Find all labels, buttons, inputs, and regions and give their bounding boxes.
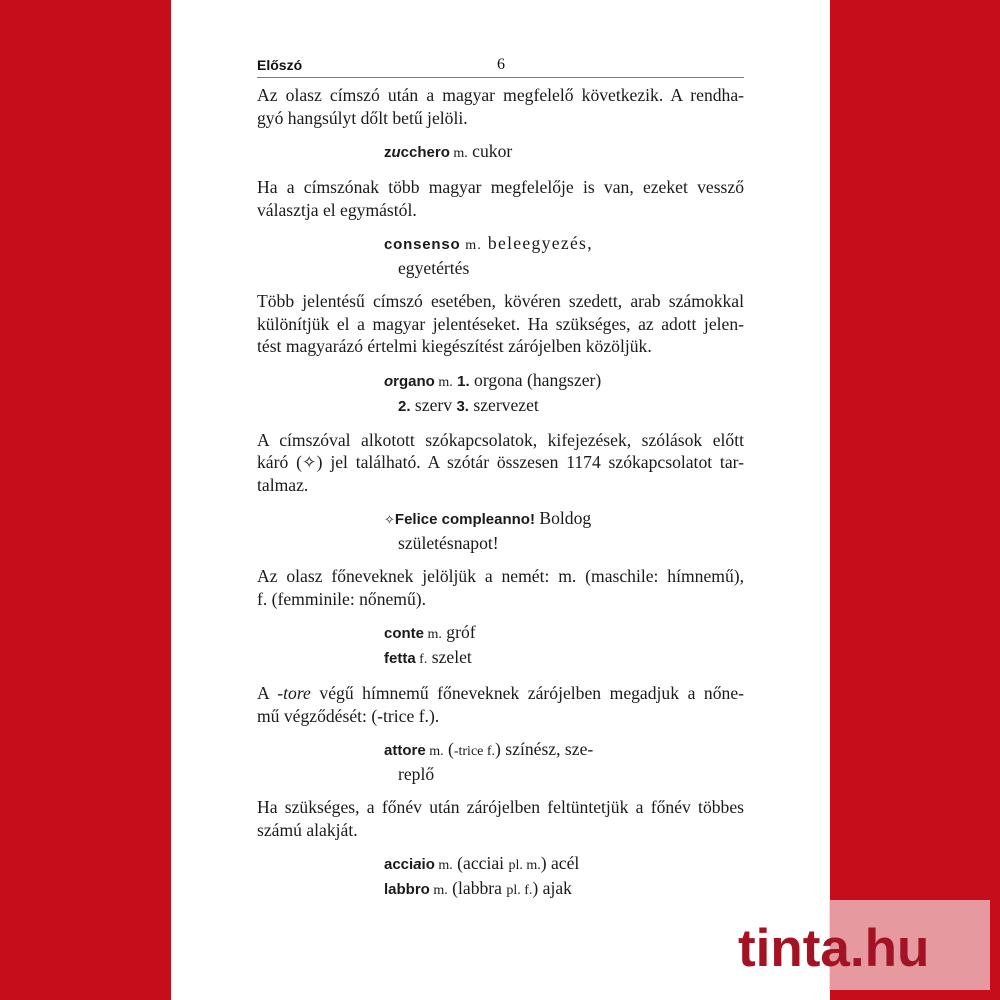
example-organo <box>384 369 744 418</box>
headword: consenso <box>384 236 461 253</box>
page-header <box>257 57 744 78</box>
example-zucchero <box>384 140 744 165</box>
plural-label: pl. m. <box>508 858 541 873</box>
watermark-logo: tinta.hu <box>738 919 930 978</box>
translation: beleegyezés, <box>482 233 593 253</box>
text-line: mű végződését: (-trice f.). <box>257 705 440 726</box>
sense-number: 1. <box>457 372 470 390</box>
text-line: választja el egymástól. <box>257 199 417 220</box>
text-line: gyó hangsúlyt dőlt betű jelöli. <box>257 107 468 128</box>
text-line: tést magyarázó értelmi kiegészítést zárójelben közöljük. <box>257 336 652 356</box>
gender-label: m. <box>449 146 468 161</box>
paragraph-feminine <box>257 682 744 727</box>
phrase-headword: Felice compleanno! <box>394 511 535 528</box>
example-line <box>384 646 744 671</box>
section-title: Előszó <box>257 57 303 73</box>
stress-mark: a <box>413 856 422 873</box>
text-line: Több jelentésű címszó esetében, kövéren szedett, arab számokkal <box>257 291 744 311</box>
text-line: A címszóval alkotott szókapcsolatok, kifejezések, szólások előtt <box>257 429 744 450</box>
text-line: Ha a címszónak több magyar megfelelője is van, ezeket vessző <box>257 177 744 197</box>
headword: acciaio <box>384 856 435 873</box>
example-line: attore m. (-trice f.) színész, sze- <box>384 739 594 759</box>
diamond-icon: ✧ <box>384 513 395 528</box>
sense-number: 2. <box>398 397 411 415</box>
example-line <box>384 140 744 165</box>
gender-label: m. <box>460 238 483 253</box>
gender-label: m. <box>434 858 453 873</box>
example-plural <box>384 852 744 902</box>
paragraph-stress <box>257 84 744 129</box>
example-line <box>384 369 744 394</box>
text-line: különítjük el a magyar jelentéseket. Ha szükséges, az adott jelen- <box>257 313 744 334</box>
example-line: egyetértés <box>398 258 470 278</box>
example-attore <box>384 738 744 785</box>
example-felice <box>384 507 744 554</box>
text-line: Ha szükséges, a főnév után zárójelben feltüntetjük a főnév többes <box>257 797 744 817</box>
translation: szerv <box>410 394 457 415</box>
text-line: káró (✧) jel található. A szótár összesen 1174 szókapcsolatot tar- <box>257 452 744 472</box>
headword: zucchero <box>384 144 450 161</box>
gender-label: m. <box>425 744 444 759</box>
translation: szervezet <box>468 394 539 415</box>
example-line <box>384 621 744 646</box>
text-line: Az olasz címszó után a magyar megfelelő következik. A rendha- <box>257 85 744 105</box>
paragraph-senses <box>257 290 744 358</box>
page-content <box>257 84 744 913</box>
text-line: számú alakját. <box>257 819 358 840</box>
text-line: A -tore végű hímnemű főneveknek zárójelben megadjuk a nőne- <box>257 683 744 703</box>
stress-mark: u <box>391 144 401 161</box>
headword: labbro <box>384 881 430 898</box>
gender-label: m. <box>434 374 453 390</box>
page-number: 6 <box>497 56 505 73</box>
translation: gróf <box>441 622 476 642</box>
plural-label: pl. f. <box>506 883 533 898</box>
translation: cukor <box>467 141 513 161</box>
example-line <box>384 507 744 532</box>
gender-label: m. <box>424 627 442 642</box>
text-line: f. (femminile: nőnemű). <box>257 588 427 609</box>
translation: színész, sze- <box>500 739 594 759</box>
feminine-form: -trice f. <box>453 744 496 759</box>
headword: organo <box>384 372 435 390</box>
translation: orgona (hangszer) <box>469 369 602 390</box>
translation: szelet <box>427 647 472 667</box>
dictionary-page <box>171 0 830 1000</box>
example-gender <box>384 621 744 671</box>
translation: acél <box>546 853 580 873</box>
example-line: replő <box>398 764 435 784</box>
example-line <box>384 232 744 257</box>
paragraph-gender <box>257 565 744 610</box>
gender-label: f. <box>415 652 428 667</box>
text-line: Az olasz főneveknek jelöljük a nemét: m. (maschile: hímnemű), <box>257 566 744 586</box>
example-line: labbro m. (labbra pl. f.) ajak <box>384 878 572 898</box>
paragraph-synonyms <box>257 176 744 221</box>
paragraph-plural <box>257 796 744 841</box>
translation: ajak <box>538 878 572 898</box>
suffix-tore: tore <box>283 683 311 703</box>
example-line: születésnapot! <box>398 533 499 553</box>
translation: Boldog <box>534 508 592 528</box>
example-line: acciaio m. (acciai pl. m.) acél <box>384 853 580 873</box>
example-consenso <box>384 232 744 279</box>
example-line <box>384 394 744 418</box>
headword: conte <box>384 625 425 642</box>
text-line: talmaz. <box>257 474 309 495</box>
headword: fetta <box>384 650 416 667</box>
sense-number: 3. <box>456 397 469 415</box>
gender-label: m. <box>429 883 448 898</box>
headword: attore <box>384 742 426 759</box>
paragraph-phrases <box>257 429 744 497</box>
stress-mark: o <box>384 372 394 390</box>
